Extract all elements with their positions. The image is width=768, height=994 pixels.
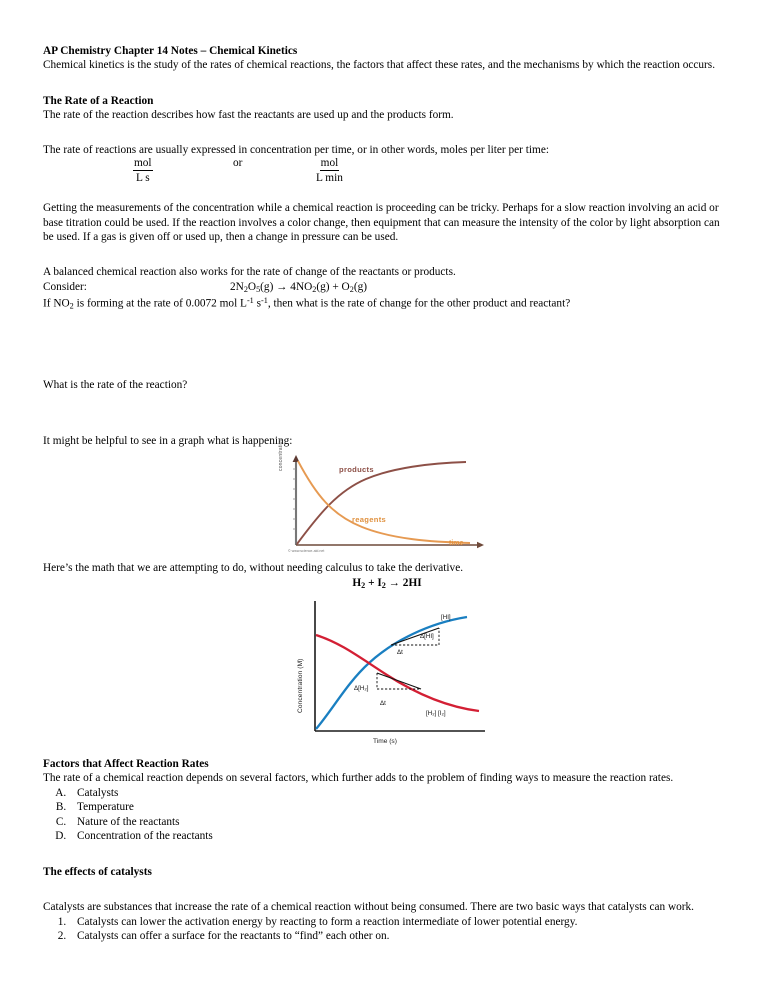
heading-rate-of-reaction: The Rate of a Reaction: [43, 94, 154, 107]
rate-definition: The rate of the reaction describes how fast the reactants are used up and the products form.: [43, 108, 454, 121]
catalysts-body: Catalysts are substances that increase the rate of a chemical reaction without being consumed. There are two basic ways that catalysts can work.: [43, 901, 695, 914]
figure-1-x-axis-label: time: [449, 540, 464, 548]
factors-list: [43, 786, 731, 844]
h2-tangent-line: [377, 673, 421, 689]
heading-catalysts: The effects of catalysts: [43, 865, 152, 878]
rate-units-intro: The rate of reactions are usually expressed in concentration per time, or in other words, moles per liter per time:: [43, 144, 549, 157]
figure-2-hi-label: [HI]: [441, 613, 451, 621]
rate-of-change-question: If $NO_2$ is forming at the rate of 0.0072 mol $L^{-1}$ $s^{-1}$, then what is the rate of change for the other product and reactant?: [43, 295, 571, 311]
figure-2-x-axis-label: Time (s): [373, 737, 397, 745]
intro-paragraph: Chemical kinetics is the study of the rates of chemical reactions, the factors that affect these rates, and the mechanisms by which the reaction occurs.: [43, 59, 716, 72]
spacer: [43, 364, 731, 378]
unit-fraction-per-second: [133, 157, 153, 185]
factors-body: The rate of a chemical reaction depends on several factors, which further adds to the problem of finding ways to measure the reaction rates.: [43, 772, 674, 785]
products-curve: [297, 462, 466, 544]
figure-1-products-label: products: [339, 465, 374, 475]
figure-2-delta-h2-label: Δ[H₂]: [354, 684, 369, 692]
catalysts-list: [43, 915, 731, 944]
heading-factors: Factors that Affect Reaction Rates: [43, 757, 209, 770]
graph-lead-in: It might be helpful to see in a graph what is happening:: [43, 435, 293, 448]
spacer: [43, 420, 731, 434]
figure-1-credit: © www.science-aid.net: [288, 549, 325, 554]
hi-formation-equation: $H_2 + I_2 \to 2HI$: [352, 576, 422, 590]
spacer-answer-space: [43, 314, 731, 364]
figure-2-delta-hi-label: Δ[HI]: [420, 632, 434, 640]
figure-2-wrapper: [43, 597, 731, 757]
consider-label: Consider:: [43, 280, 87, 293]
figure-2-h2-i2-label: [H₂] [I₂]: [426, 709, 446, 717]
unit-numerator: mol: [320, 157, 339, 170]
list-item: 1. Catalysts can lower the activation energy by reacting to form a reaction intermediate of lower potential energy.: [69, 915, 731, 930]
list-item: B. Temperature: [69, 800, 731, 815]
unit-denominator: L min: [316, 172, 343, 185]
x-axis-arrow: [477, 542, 484, 548]
figure-1-reagents-label: reagents: [352, 515, 387, 525]
figure-hi-rate-graph: [289, 597, 493, 753]
unit-conjunction: or: [233, 157, 243, 170]
list-item: D. Concentration of the reactants: [69, 829, 731, 844]
figure-2-delta-t-bottom-label: Δt: [380, 699, 386, 707]
figure-2-y-axis-label: Concentration (M): [297, 658, 304, 713]
list-item: 2. Catalysts can offer a surface for the reactants to “find” each other on.: [69, 929, 731, 944]
spacer: [43, 392, 731, 420]
unit-numerator: mol: [134, 157, 152, 170]
rate-of-reaction-question: What is the rate of the reaction?: [43, 378, 188, 391]
list-item: A. Catalysts: [69, 786, 731, 801]
math-lead-in: Here’s the math that we are attempting to do, without needing calculus to take the derivative.: [43, 562, 464, 575]
measurement-paragraph: Getting the measurements of the concentration while a chemical reaction is proceeding can be tricky. Perhaps for a slow reaction involving an acid or base titration could be used. If the reaction involves a color change, then equipment that can measure the intensity of the color by light absorption can be used. If a gas is given off or used up, then a change in pressure can be used.: [43, 202, 720, 244]
unit-denominator: L s: [135, 172, 150, 185]
spacer: [43, 844, 731, 865]
spacer: [43, 187, 731, 201]
unit-fraction-per-minute: [316, 157, 343, 185]
document-content: [43, 44, 731, 944]
balanced-reaction-paragraph: A balanced chemical reaction also works for the rate of change of the reactants or products.: [43, 266, 456, 279]
figure-2-delta-t-top-label: Δt: [397, 648, 403, 656]
spacer: [43, 73, 731, 94]
spacer: [43, 244, 731, 265]
h2-i2-curve: [316, 632, 479, 711]
figure-2-svg: [289, 597, 493, 753]
consider-row: [43, 280, 731, 294]
n2o5-decomposition-equation: $2N_2O_5(g) \to 4NO_2(g) + O_2(g)$: [230, 280, 367, 294]
rate-units-row: [43, 157, 731, 187]
spacer: [43, 879, 731, 900]
figure-concentration-vs-time: [278, 438, 489, 558]
spacer: [43, 122, 731, 143]
page-title: AP Chemistry Chapter 14 Notes – Chemical Kinetics: [43, 45, 298, 57]
list-item: C. Nature of the reactants: [69, 815, 731, 830]
figure-1-y-axis-label: concentration: [278, 438, 284, 472]
